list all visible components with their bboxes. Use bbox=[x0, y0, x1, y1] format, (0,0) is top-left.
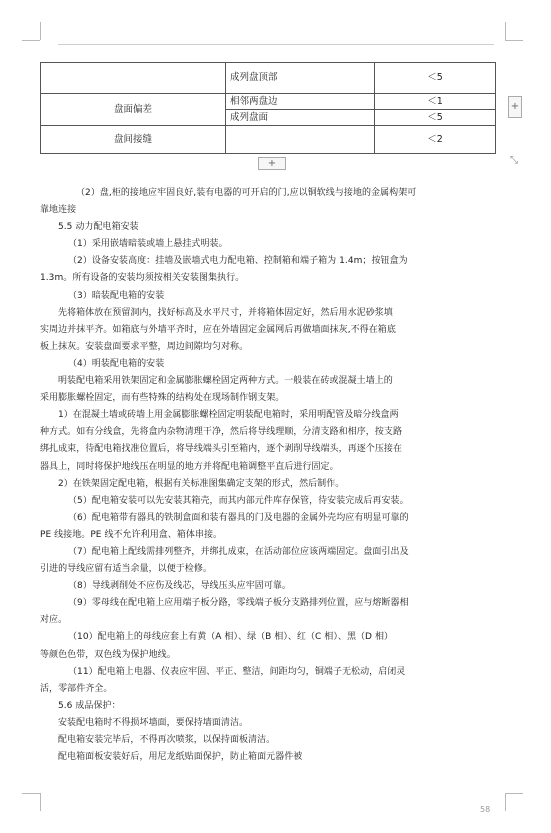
paragraph-line: 板上抹灰。安装盘面要求平整，周边间隙均匀对称。 bbox=[40, 341, 249, 352]
paragraph-line: （11）配电箱上电器、仪表应牢固、平正、整洁，间距均匀，铜端子无松动，启闭灵 bbox=[68, 666, 406, 677]
section-heading: 5.5 动力配电箱安装 bbox=[58, 222, 139, 233]
table-cell[interactable]: 相邻两盘边 bbox=[226, 94, 375, 110]
paragraph-line: 安装配电箱时不得损坏墙面，要保持墙面清洁。 bbox=[58, 717, 249, 728]
paragraph-line: 引进的导线应留有适当余量，以便于检修。 bbox=[40, 564, 212, 575]
paragraph-line: （7）配电箱上配线需排列整齐，并绑扎成束，在活动部位应该两端固定。盘面引出及 bbox=[68, 546, 409, 557]
crop-mark-bottom-left-h bbox=[22, 793, 40, 794]
table-resize-icon[interactable]: ⤡ bbox=[510, 155, 518, 166]
paragraph-line: 2）在铁架固定配电箱，根据有关标准图集确定支架的形式，然后制作。 bbox=[58, 478, 345, 489]
paragraph-line: 配电箱面板安装好后，用尼龙纸贴面保护，防止箱面元器件被 bbox=[58, 752, 303, 763]
paragraph-line: （3）暗装配电箱的安装 bbox=[68, 290, 165, 301]
paragraph-line: 对应。 bbox=[40, 615, 68, 626]
paragraph-line: 先将箱体放在预留洞内，找好标高及水平尺寸，并将箱体固定好，然后用水泥砂浆填 bbox=[58, 307, 393, 318]
document-body bbox=[40, 185, 519, 766]
crop-mark-bottom-right-h bbox=[505, 793, 523, 794]
paragraph-line: （4）明装配电箱的安装 bbox=[68, 358, 165, 369]
paragraph-line: 1）在混凝土墙或砖墙上用金属膨胀螺栓固定明装配电箱时，采用明配管及暗分线盒两 bbox=[58, 410, 399, 421]
paragraph-line: （10）配电箱上的母线应套上有黄（A 相）、绿（B 相）、红（C 相）、黑（D 相） bbox=[68, 632, 394, 643]
paragraph-line: （1）采用嵌墙暗装或墙上悬挂式明装。 bbox=[68, 239, 228, 250]
table-cell[interactable]: 成列盘面 bbox=[226, 110, 375, 126]
paragraph-line: 绑扎成束，待配电箱找准位置后，将导线端头引至箱内，逐个剥削导线端头，再逐个压接在 bbox=[40, 444, 403, 455]
paragraph-line: （8）导线剥削处不应伤及线芯，导线压头应牢固可靠。 bbox=[68, 581, 291, 592]
page-number: 58 bbox=[480, 805, 491, 814]
table-cell[interactable]: 成列盘顶部 bbox=[226, 63, 375, 94]
paragraph-line: 明装配电箱采用铁架固定和金属膨胀螺栓固定两种方式。一般装在砖或混凝土墙上的 bbox=[58, 376, 393, 387]
table-row bbox=[41, 126, 496, 154]
paragraph-line: 实周边并抹平齐。如箱底与外墙平齐时，应在外墙固定金属网后再做墙面抹灰,不得在箱底 bbox=[40, 324, 396, 335]
crop-mark-bottom-left-v bbox=[40, 793, 41, 811]
crop-mark-bottom-right-v bbox=[505, 793, 506, 811]
table-cell-gap-label[interactable]: 盘间接缝 bbox=[41, 126, 226, 154]
paragraph-line: （2）设备安装高度：挂墙及嵌墙式电力配电箱、控制箱和端子箱为 1.4m；按钮盒为 bbox=[68, 256, 408, 267]
table-cell[interactable]: ＜5 bbox=[375, 110, 496, 126]
tolerance-table bbox=[40, 62, 496, 154]
add-row-icon[interactable]: + bbox=[258, 157, 286, 170]
table-cell[interactable] bbox=[226, 126, 375, 154]
table-row bbox=[41, 94, 496, 110]
paragraph-line: 等颜色色带，双色线为保护地线。 bbox=[40, 649, 176, 660]
section-heading: 5.6 成品保护： bbox=[58, 700, 121, 711]
crop-mark-top-left-v bbox=[40, 22, 41, 40]
crop-mark-top-right-v bbox=[505, 22, 506, 40]
paragraph-line: 1.3m。所有设备的安装均须按相关安装图集执行。 bbox=[40, 273, 245, 284]
paragraph-line: 采用膨胀螺栓固定，而有些特殊的结构处在现场制作钢支架。 bbox=[40, 393, 285, 404]
crop-mark-top-right-h bbox=[505, 40, 523, 41]
paragraph-line: 活，零部件齐全。 bbox=[40, 683, 113, 694]
crop-mark-top-left-h bbox=[22, 40, 40, 41]
table-row bbox=[41, 63, 496, 94]
paragraph-line: （5）配电箱安装可以先安装其箱壳，而其内部元件库存保管，待安装完成后再安装。 bbox=[68, 495, 409, 506]
table-cell-group-label[interactable]: 盘面偏差 bbox=[41, 94, 226, 126]
table-cell[interactable]: ＜5 bbox=[375, 63, 496, 94]
header-rule bbox=[58, 44, 494, 45]
table-cell[interactable] bbox=[41, 63, 226, 94]
paragraph-line: （6）配电箱带有器具的铁制盒面和装有器具的门及电器的金属外壳均应有明显可靠的 bbox=[68, 512, 409, 523]
paragraph-line: 靠地连接 bbox=[40, 205, 77, 216]
paragraph-line: PE 线接地。PE 线不允许利用盒、箱体串接。 bbox=[40, 529, 223, 540]
paragraph-line: （2）盘,柜的接地应牢固良好,装有电器的可开启的门,应以铜软线与接地的金属构架可 bbox=[76, 188, 417, 198]
paragraph-line: 配电箱安装完毕后，不得再次喷浆，以保持面板清洁。 bbox=[58, 735, 276, 745]
add-column-icon[interactable]: + bbox=[508, 96, 522, 118]
table-cell[interactable]: ＜1 bbox=[375, 94, 496, 110]
paragraph-line: 器具上，同时将保护地线压在明显的地方并将配电箱调整平直后进行固定。 bbox=[40, 461, 339, 472]
table-cell[interactable]: ＜2 bbox=[375, 126, 496, 154]
paragraph-line: 种方式。如有分线盒，先将盒内杂物清理干净，然后将导线理顺，分清支路和相序，按支路 bbox=[40, 427, 403, 438]
paragraph-line: （9）零母线在配电箱上应用端子板分路，零线端子板分支路排列位置，应与熔断器相 bbox=[68, 598, 409, 609]
